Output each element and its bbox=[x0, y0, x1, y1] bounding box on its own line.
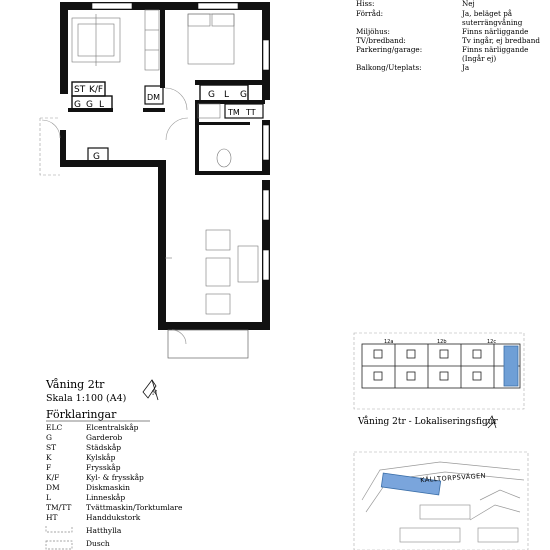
info-value: Ja, beläget på bbox=[462, 9, 513, 18]
legend-desc: Elcentralskåp bbox=[86, 423, 139, 432]
info-table bbox=[356, 0, 540, 72]
info-value: suterrängvåning bbox=[462, 18, 523, 27]
info-label: Miljöhus: bbox=[356, 27, 390, 36]
legend-desc: Diskmaskin bbox=[86, 483, 131, 492]
label-g: G bbox=[240, 90, 247, 100]
legend-desc: Kyl- & frysskåp bbox=[86, 473, 144, 482]
label-g: G bbox=[208, 90, 215, 100]
north-arrow-icon bbox=[143, 380, 158, 400]
legend-desc: Linneskåp bbox=[86, 493, 126, 502]
legend-code: L bbox=[46, 493, 51, 502]
legend-code: DM bbox=[46, 483, 60, 492]
legend-code: ELC bbox=[46, 423, 63, 432]
legend-desc: Frysskåp bbox=[86, 463, 121, 472]
legend-list bbox=[46, 423, 183, 522]
plan-windows bbox=[92, 3, 269, 280]
balcony bbox=[168, 330, 248, 358]
floor-title: Våning 2tr bbox=[46, 378, 105, 391]
legend-code: K/F bbox=[46, 473, 60, 482]
info-label: Balkong/Uteplats: bbox=[356, 63, 422, 72]
legend-code: K bbox=[46, 453, 52, 462]
legend-desc: Handdukstork bbox=[86, 513, 141, 522]
living-furniture bbox=[165, 230, 258, 314]
info-value: Nej bbox=[462, 0, 475, 8]
legend-desc: Dusch bbox=[86, 539, 110, 548]
legend-code: TM/TT bbox=[46, 503, 72, 512]
legend-code: ST bbox=[46, 443, 57, 452]
label-g: G bbox=[93, 152, 100, 162]
info-label: TV/bredband: bbox=[356, 36, 406, 45]
info-value: Finns närliggande bbox=[462, 45, 529, 54]
info-label: Förråd: bbox=[356, 9, 384, 18]
svg-text:N: N bbox=[152, 390, 158, 397]
info-value: Ja bbox=[462, 63, 470, 72]
legend-desc: Kylskåp bbox=[86, 453, 116, 462]
info-value: Finns närliggande bbox=[462, 27, 529, 36]
label-tm: TM bbox=[228, 108, 240, 117]
keyplan-caption: Våning 2tr - Lokaliseringsfigur bbox=[358, 417, 498, 427]
label-st: ST bbox=[74, 85, 86, 95]
highlighted-apartment bbox=[504, 346, 518, 386]
plan-walls bbox=[60, 2, 270, 330]
hatthylla-symbol-icon bbox=[46, 526, 72, 532]
label-kf: K/F bbox=[89, 85, 104, 95]
info-label: Parkering/garage: bbox=[356, 45, 423, 54]
legend-code: G bbox=[46, 433, 52, 442]
street-name: KÄLLTORPSVÄGEN bbox=[419, 471, 487, 485]
keyplan-label: 12b bbox=[437, 339, 447, 345]
label-g: G bbox=[74, 100, 81, 110]
label-l: L bbox=[224, 90, 230, 100]
legend-desc: Tvättmaskin/Torktumlare bbox=[86, 503, 183, 512]
info-value: Tv ingår, ej bredband bbox=[462, 36, 540, 45]
legend-desc: Garderob bbox=[86, 433, 123, 442]
info-value: (Ingår ej) bbox=[462, 54, 497, 63]
info-label: Hiss: bbox=[356, 0, 375, 8]
site-map bbox=[354, 452, 528, 550]
legend-code: HT bbox=[46, 513, 58, 522]
key-plan bbox=[354, 333, 524, 409]
keyplan-label: 12a bbox=[384, 339, 394, 345]
legend-code: F bbox=[46, 463, 52, 472]
keyplan-label: 12c bbox=[487, 339, 497, 345]
label-l: L bbox=[99, 100, 105, 110]
label-tt: TT bbox=[246, 108, 256, 117]
legend-heading: Förklaringar bbox=[46, 408, 117, 421]
label-g: G bbox=[86, 100, 93, 110]
legend-desc: Hatthylla bbox=[86, 526, 122, 535]
floor-scale: Skala 1:100 (A4) bbox=[46, 393, 127, 404]
legend-desc: Städskåp bbox=[86, 443, 122, 452]
dusch-symbol-icon bbox=[46, 541, 72, 549]
label-dm: DM bbox=[147, 93, 161, 102]
